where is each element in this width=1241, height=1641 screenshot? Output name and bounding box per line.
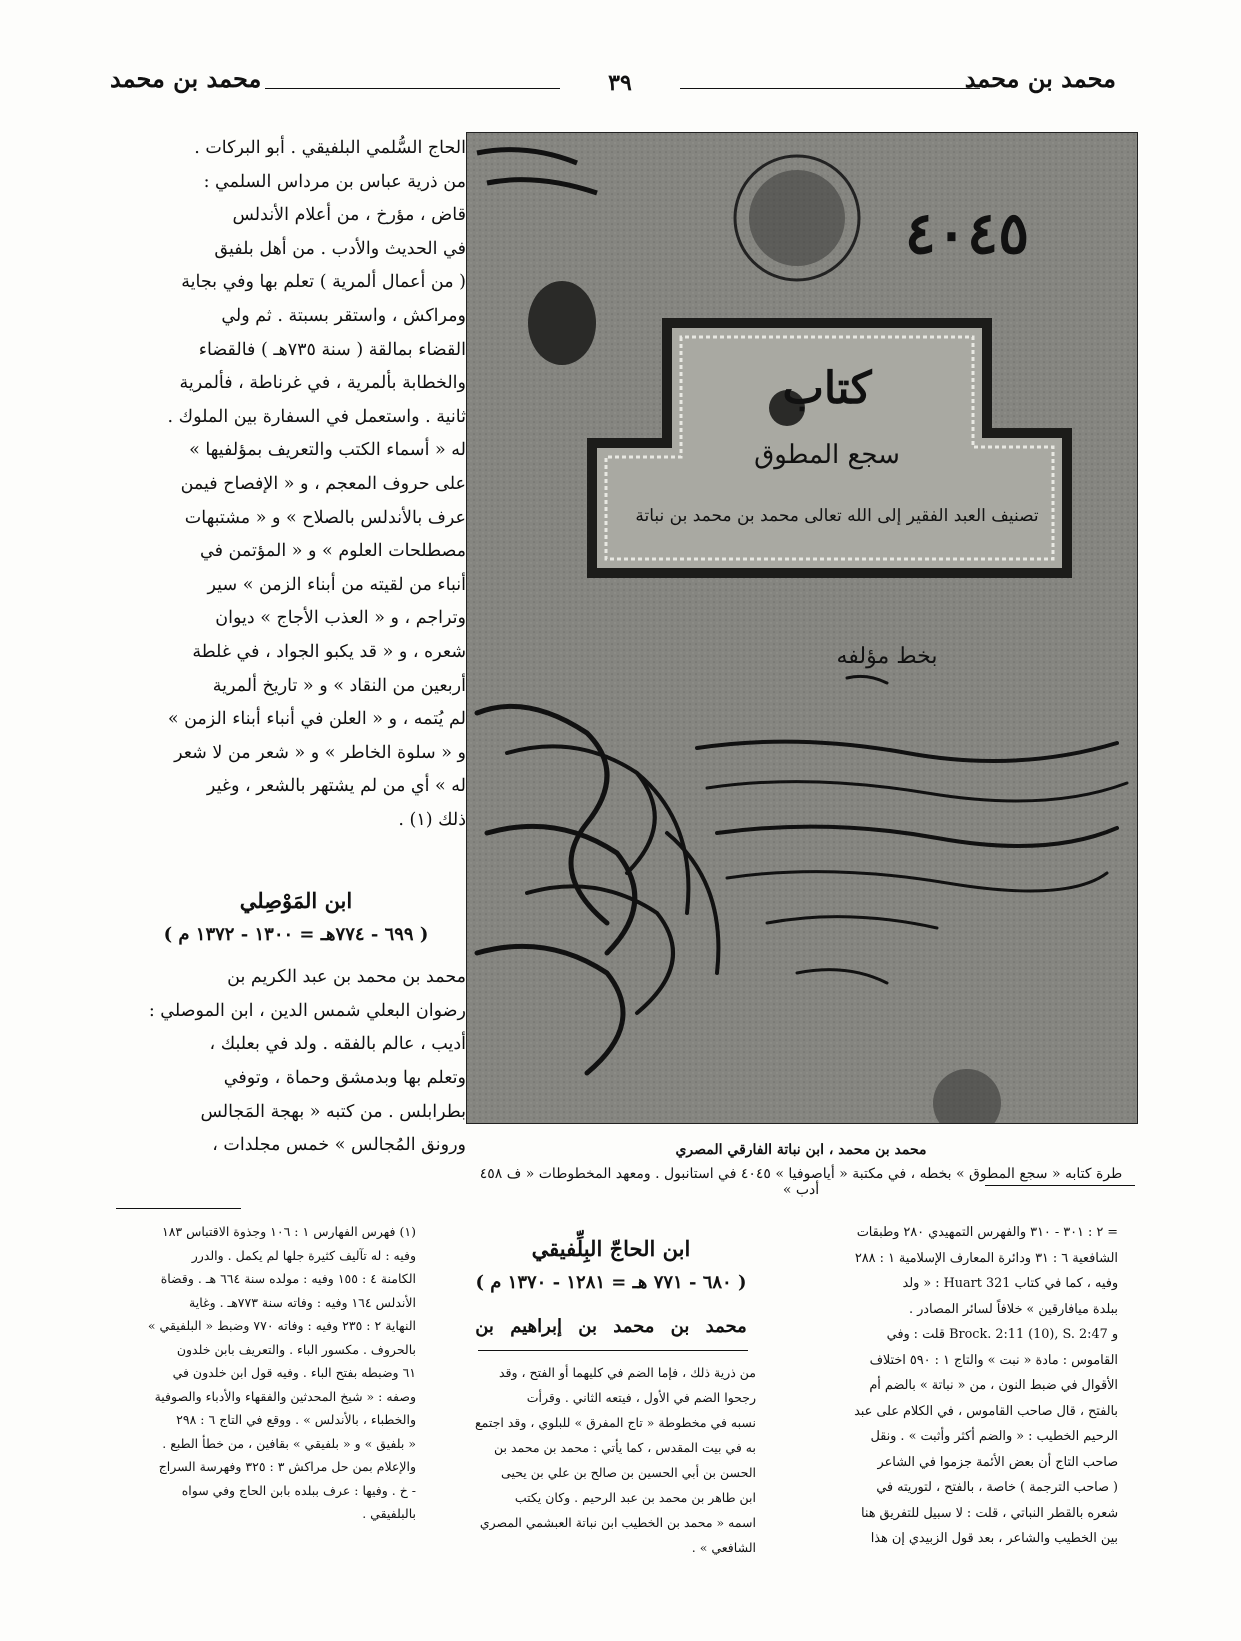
text-line: و Brock. 2:11 (10), S. 2:47 قلت : وفي xyxy=(886,1327,1118,1342)
text-line: شعره ، و « قد يكبو الجواد ، في غلطة xyxy=(192,641,466,662)
footnote-line: (١) فهرس الفهارس ١ : ١٠٦ وجذوة الاقتباس ١٨٣ xyxy=(161,1224,416,1239)
footnote-line: - خ . وفيها : عرف ببلده بابن الحاج وفي سواه xyxy=(181,1482,416,1498)
photo-caption-description: طرة كتابه « سجع المطوق » بخطه ، في مكتبة « أياصوفيا » ٤٠٤٥ في استانبول . ومعهد المخطوطات « ف ٤٥٨ أدب » xyxy=(479,1166,1123,1198)
text-line: له « أسماء الكتب والتعريف بمؤلفيها » xyxy=(189,440,466,461)
entry-title: ابن الحاجّ البِلِّفيقي xyxy=(531,1236,691,1261)
text-line: مصطلحات العلوم » و « المؤتمن في xyxy=(200,541,466,562)
text-line: ( من أعمال ألمرية ) تعلم بها وفي بجاية xyxy=(181,272,466,293)
text-line: الرحيم الخطيب : « والضم أكثر وأثبت » . ونقل xyxy=(870,1429,1118,1444)
continued-notes xyxy=(778,1220,1118,1552)
text-line: الشافعي » . xyxy=(691,1540,756,1555)
text-line: ثانية . واستعمل في السفارة بين الملوك . xyxy=(167,406,466,427)
entry-name-line: محمد بن محمد بن إبراهيم بن xyxy=(475,1316,747,1337)
text-line: في الحديث والأدب . من أهل بلفيق xyxy=(214,238,466,259)
entry-title: ابن المَوْصِلي xyxy=(239,888,353,913)
manuscript-photo xyxy=(466,132,1138,1124)
footnote-line: الكامنة ٤ : ١٥٥ وفيه : مولده سنة ٦٦٤ هـ . وقضاة xyxy=(160,1271,416,1286)
footnote-rule-right xyxy=(116,1208,241,1209)
photo-caption-title: محمد بن محمد ، ابن نباتة الفارقي المصري xyxy=(675,1142,927,1158)
text-line: شعره بالقطر النباتي ، قلت : لا سبيل للتفريق هنا xyxy=(860,1505,1118,1521)
text-line: الحاج السُّلمي البلفيقي . أبو البركات . xyxy=(194,138,466,158)
footnote-line: ٦١ وضبطه بفتح الباء . وفيه قول ابن خلدون في xyxy=(172,1365,416,1380)
text-line: قاض ، مؤرخ ، من أعلام الأندلس xyxy=(232,205,466,226)
text-line: اسمه « محمد بن الخطيب ابن نباتة العبشمي المصري xyxy=(479,1515,756,1530)
entry-ibn-mawsili xyxy=(126,884,466,1163)
footnote-line: « بلفيق » و « بلفيقي » بقافين ، من خطأ الطبع . xyxy=(162,1435,416,1451)
text-line: وتعلم بها وبدمشق وحماة ، وتوفي xyxy=(223,1067,466,1088)
text-line: من ذرية عباس بن مرداس السلمي : xyxy=(203,171,466,192)
text-line: و « سلوة الخاطر » و « شعر من لا شعر xyxy=(174,742,466,763)
footnote-rule-left xyxy=(985,1185,1135,1186)
text-line: ورونق المُجالس » خمس مجلدات ، xyxy=(212,1135,466,1156)
footnote-line: بالبلفيقي . xyxy=(362,1506,416,1521)
footnote-line: الأندلس ١٦٤ وفيه : وفاته سنة ٧٧٣هـ . وغاية xyxy=(189,1294,416,1310)
footnote-line: وصفه : « شيخ المحدثين والفقهاء والأدباء والصوفية xyxy=(154,1388,416,1404)
footnote-line: النهاية ٢ : ٢٣٥ وفيه : وفاته ٧٧٠ وضبط « البلفيقي » xyxy=(147,1318,416,1333)
text-line: صاحب التاج أن بعض الأئمة جزموا في الشاعر xyxy=(877,1454,1118,1470)
footnote-line: والإعلام بمن حل مراكش ٣ : ٣٢٥ وفهرسة السراج xyxy=(158,1459,416,1474)
text-line: الأقوال في ضبط النون ، من « نباتة » بالضم أم xyxy=(869,1378,1118,1393)
entry-dates: ( ٦٩٩ - ٧٧٤هـ = ١٣٠٠ - ١٣٧٢ م ) xyxy=(163,923,429,945)
text-line: القضاء بمالقة ( سنة ٧٣٥هـ ) فالقضاء xyxy=(198,339,466,360)
footnote-line: والخطباء ، بالأندلس » . ووقع في التاج ٦ : ٢٩٨ xyxy=(176,1412,416,1427)
text-line: ذلك (١) . xyxy=(398,809,466,830)
title-word: كتاب xyxy=(782,363,872,414)
footnotes xyxy=(116,1220,416,1526)
author-line: تصنيف العبد الفقير إلى الله تعالى محمد بن محمد بن نباتة xyxy=(635,506,1039,526)
entry-note-text xyxy=(466,1360,756,1560)
oval-seal xyxy=(528,281,596,365)
entry-continuation-text xyxy=(126,132,466,837)
text-line: به في بيت المقدس ، كما يأتي : محمد بن محمد بن xyxy=(494,1440,756,1455)
text-line: وتراجم ، و « العذب الأجاج » ديوان xyxy=(215,608,466,629)
page-number: ٣٩ xyxy=(560,70,680,96)
footnote-line: وفيه : له تآليف كثيرة جلها لم يكمل . والدرر xyxy=(191,1247,416,1263)
text-line: عرف بالأندلس بالصلاح » و « مشتبهات xyxy=(184,507,466,528)
text-line: الشافعية ٦ : ٣١ ودائرة المعارف الإسلامية ١ : ٢٨٨ xyxy=(854,1250,1118,1266)
text-line: أربعين من النقاد » و « تاريخ ألمرية xyxy=(212,675,466,696)
text-line: والخطابة بألمرية ، في غرناطة ، فألمرية xyxy=(179,373,466,394)
text-line: من ذرية ذلك ، فإما الضم في كليهما أو الفتح ، وقد xyxy=(499,1365,756,1380)
text-line: ومراكش ، واستقر بسبتة . ثم ولي xyxy=(221,305,466,326)
entry-dates: ( ٦٨٠ - ٧٧١ هـ = ١٢٨١ - ١٣٧٠ م ) xyxy=(475,1272,747,1293)
text-line: له » أي من لم يشتهر بالشعر ، وغير xyxy=(206,776,466,797)
text-line: القاموس : مادة « نبت » والتاج ١ : ٥٩٠ اختلاف xyxy=(869,1352,1118,1368)
running-title-left: محمد بن محمد xyxy=(110,64,262,93)
autograph-note: بخط مؤلفه xyxy=(836,644,938,669)
text-line: أديب ، عالم بالفقه . ولد في بعلبك ، xyxy=(209,1034,466,1055)
text-line: بين الخطيب والشاعر ، بعد قول الزبيدي إن هذا xyxy=(870,1531,1118,1546)
text-line: وفيه ، كما في كتاب Huart 321 : « ولد xyxy=(902,1276,1118,1291)
text-line: بطرابلس . من كتبه « بهجة المَجالس xyxy=(200,1101,466,1122)
text-line: على حروف المعجم ، و « الإفصاح فيمن xyxy=(180,473,466,494)
text-line: بالفتح ، قال صاحب القاموس ، في الكلام على عبد xyxy=(854,1403,1118,1419)
text-line: ببلدة ميافارقين » خلافاً لسائر المصادر . xyxy=(908,1301,1118,1317)
text-line: محمد بن محمد بن عبد الكريم بن xyxy=(227,967,466,988)
entry-rule xyxy=(478,1350,748,1351)
book-title: سجع المطوق xyxy=(754,440,900,470)
manuscript-image xyxy=(467,133,1137,1123)
running-title-right: محمد بن محمد xyxy=(964,64,1116,93)
text-line: أنباء من لقيته من أبناء الزمن » سير xyxy=(207,574,466,595)
footnote-line: بالحروف . مكسور الباء . والتعريف بابن خلدون xyxy=(176,1341,416,1357)
text-line: لم يُتمه ، و « العلن في أنباء أبناء الزمن » xyxy=(167,709,466,730)
text-line: نسبه في مخطوطة « تاج المفرق » للبلوي ، وقد اجتمع xyxy=(475,1415,756,1430)
catalog-number: ٤٠٤٥ xyxy=(904,199,1030,267)
text-line: رضوان البعلي شمس الدين ، ابن الموصلي : xyxy=(148,1000,466,1021)
text-line: الحسن بن أبي الحسين بن صالح بن علي بن يحيى xyxy=(501,1465,756,1480)
text-line: ابن طاهر بن محمد بن عبد الرحيم . وكان يكتب xyxy=(514,1490,756,1505)
text-line: ( صاحب الترجمة ) خاصة ، بالفتح ، لتوريته في xyxy=(876,1480,1118,1495)
text-line: = ٢ : ٣٠١ - ٣١٠ والفهرس التمهيدي ٢٨٠ وطبقات xyxy=(856,1225,1118,1240)
text-line: رجحوا الضم في الأول ، فيتعه الثاني . وقرأت xyxy=(526,1390,756,1405)
